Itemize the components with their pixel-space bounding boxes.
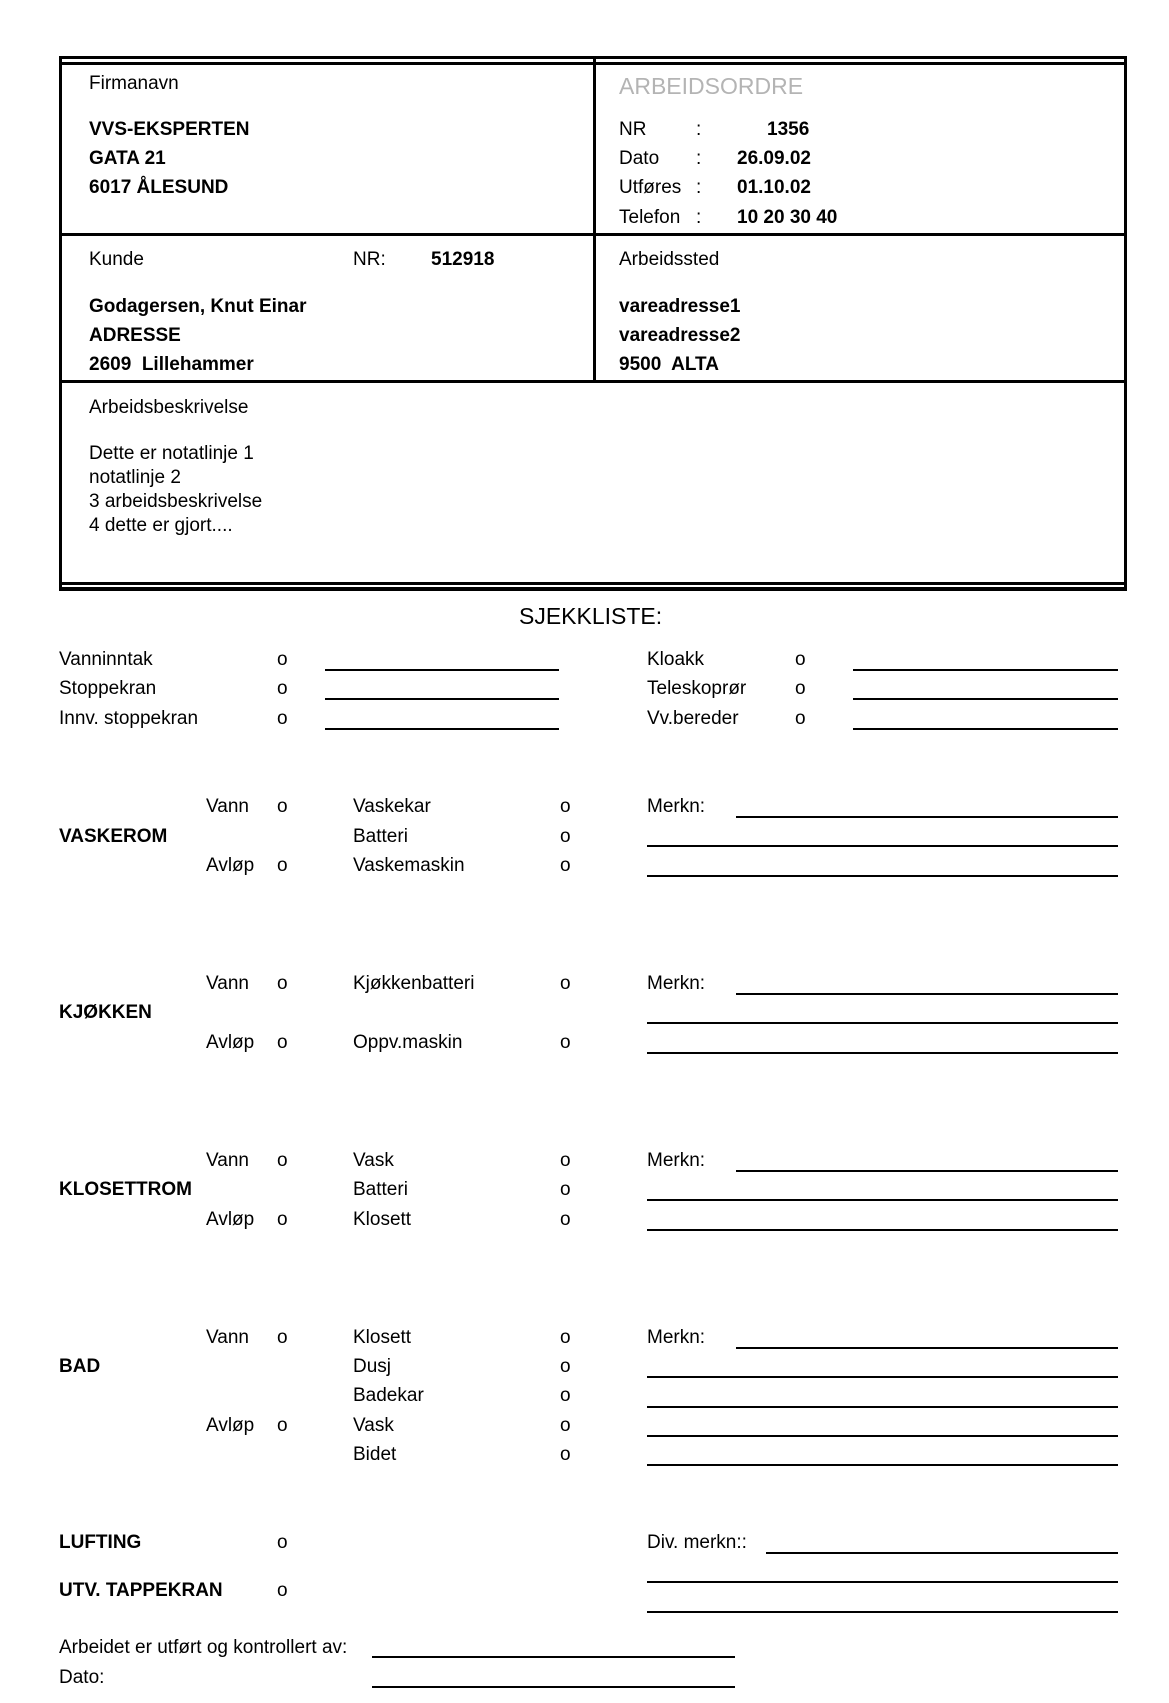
remark-line[interactable] (647, 1022, 1118, 1024)
room-name: KLOSETTROM (59, 1179, 192, 1200)
checkbox[interactable]: o (277, 855, 288, 876)
remark-line[interactable] (766, 1552, 1118, 1554)
drain-label: Avløp (206, 1032, 255, 1053)
remark-line[interactable] (647, 1464, 1118, 1466)
order-date: 26.09.02 (737, 148, 811, 169)
checkbox[interactable]: o (277, 1580, 288, 1601)
item-label: Kjøkkenbatteri (353, 973, 475, 994)
room-name: KJØKKEN (59, 1002, 152, 1023)
note-line[interactable] (853, 698, 1118, 700)
remark-label: Merkn: (647, 1327, 706, 1348)
bottom-border-inner (59, 582, 1127, 585)
drain-label: Avløp (206, 1415, 255, 1436)
water-label: Vann (206, 973, 249, 994)
checkbox[interactable]: o (277, 796, 288, 817)
note-line[interactable] (853, 669, 1118, 671)
remark-label: Merkn: (647, 973, 706, 994)
item-label: Oppv.maskin (353, 1032, 463, 1053)
phone-number: 10 20 30 40 (737, 207, 838, 228)
item-label: Badekar (353, 1385, 424, 1406)
customer-address: ADRESSE (89, 325, 181, 346)
worksite-city: 9500 ALTA (619, 354, 719, 375)
order-number: 1356 (767, 119, 810, 140)
room-name: BAD (59, 1356, 101, 1377)
drain-label: Avløp (206, 1209, 255, 1230)
signed-by-label: Arbeidet er utført og kontrollert av: (59, 1637, 348, 1658)
description-line: 4 dette er gjort.... (89, 515, 233, 536)
customer-label: Kunde (89, 249, 144, 270)
checkbox[interactable]: o (560, 1150, 571, 1171)
checkbox[interactable]: o (277, 649, 288, 670)
check-label-vv-bereder: Vv.bereder (647, 708, 739, 729)
item-label: Batteri (353, 826, 408, 847)
remark-line[interactable] (647, 1611, 1118, 1613)
remark-label: Merkn: (647, 1150, 706, 1171)
row-divider-1 (59, 233, 1127, 236)
remark-line[interactable] (647, 1229, 1118, 1231)
row-divider-2 (59, 380, 1127, 383)
checkbox[interactable]: o (795, 649, 806, 670)
checkbox[interactable]: o (277, 1532, 288, 1553)
lufting-label: LUFTING (59, 1532, 142, 1553)
field-sep-telefon: : (696, 207, 702, 228)
field-label-dato: Dato (619, 148, 660, 169)
water-label: Vann (206, 1150, 249, 1171)
checkbox[interactable]: o (560, 1179, 571, 1200)
remark-line[interactable] (647, 1376, 1118, 1378)
checkbox[interactable]: o (277, 708, 288, 729)
tappekran-label: UTV. TAPPEKRAN (59, 1580, 223, 1601)
date-line[interactable] (372, 1686, 735, 1688)
check-label-innv-stoppekran: Innv. stoppekran (59, 708, 199, 729)
customer-city: 2609 Lillehammer (89, 354, 254, 375)
water-label: Vann (206, 796, 249, 817)
checkbox[interactable]: o (795, 708, 806, 729)
check-label-stoppekran: Stoppekran (59, 678, 157, 699)
checkbox[interactable]: o (560, 1415, 571, 1436)
checkbox[interactable]: o (277, 1150, 288, 1171)
note-line[interactable] (853, 728, 1118, 730)
right-border (1124, 56, 1127, 590)
date-label: Dato: (59, 1667, 105, 1688)
signature-line[interactable] (372, 1656, 735, 1658)
field-label-telefon: Telefon (619, 207, 681, 228)
note-line[interactable] (325, 728, 559, 730)
checkbox[interactable]: o (560, 1385, 571, 1406)
customer-number: 512918 (431, 249, 495, 270)
checkbox[interactable]: o (560, 1209, 571, 1230)
remark-line[interactable] (647, 875, 1118, 877)
customer-nr-label: NR: (353, 249, 386, 270)
company-street: GATA 21 (89, 148, 166, 169)
remark-line[interactable] (736, 816, 1118, 818)
remark-line[interactable] (736, 1170, 1118, 1172)
check-label-kloakk: Kloakk (647, 649, 705, 670)
checkbox[interactable]: o (560, 1444, 571, 1465)
item-label: Bidet (353, 1444, 397, 1465)
checkbox[interactable]: o (560, 1356, 571, 1377)
item-label: Vaskemaskin (353, 855, 465, 876)
description-line: Dette er notatlinje 1 (89, 443, 254, 464)
remark-line[interactable] (736, 1347, 1118, 1349)
remark-line[interactable] (647, 1406, 1118, 1408)
worksite-label: Arbeidssted (619, 249, 720, 270)
note-line[interactable] (325, 669, 559, 671)
checklist-title: SJEKKLISTE: (519, 603, 663, 629)
remark-line[interactable] (647, 1199, 1118, 1201)
document-title: ARBEIDSORDRE (619, 73, 804, 99)
description-line: notatlinje 2 (89, 467, 181, 488)
customer-name: Godagersen, Knut Einar (89, 296, 307, 317)
check-label-vanninntak: Vanninntak (59, 649, 153, 670)
div-remark-label: Div. merkn:: (647, 1532, 747, 1553)
checkbox[interactable]: o (560, 1032, 571, 1053)
worksite-line-1: vareadresse1 (619, 296, 741, 317)
description-line: 3 arbeidsbeskrivelse (89, 491, 263, 512)
check-label-teleskoprør: Teleskoprør (647, 678, 747, 699)
field-sep-dato: : (696, 148, 702, 169)
item-label: Vask (353, 1150, 394, 1171)
item-label: Vaskekar (353, 796, 431, 817)
checkbox[interactable]: o (277, 1327, 288, 1348)
remark-line[interactable] (736, 993, 1118, 995)
column-divider (593, 56, 596, 382)
checkbox[interactable]: o (277, 1415, 288, 1436)
checkbox[interactable]: o (795, 678, 806, 699)
worksite-line-2: vareadresse2 (619, 325, 741, 346)
checkbox[interactable]: o (277, 973, 288, 994)
remark-line[interactable] (647, 1435, 1118, 1437)
checkbox[interactable]: o (277, 1032, 288, 1053)
checkbox[interactable]: o (277, 1209, 288, 1230)
field-label-utfores: Utføres (619, 177, 682, 198)
water-label: Vann (206, 1327, 249, 1348)
checkbox[interactable]: o (560, 826, 571, 847)
field-sep-utfores: : (696, 177, 702, 198)
drain-label: Avløp (206, 855, 255, 876)
company-label: Firmanavn (89, 73, 179, 94)
remark-label: Merkn: (647, 796, 706, 817)
remark-line[interactable] (647, 1052, 1118, 1054)
item-label: Vask (353, 1415, 394, 1436)
field-sep-nr: : (696, 119, 702, 140)
note-line[interactable] (325, 698, 559, 700)
execution-date: 01.10.02 (737, 177, 811, 198)
item-label: Klosett (353, 1209, 412, 1230)
company-name: VVS-EKSPERTEN (89, 119, 250, 140)
item-label: Klosett (353, 1327, 412, 1348)
remark-line[interactable] (647, 845, 1118, 847)
checkbox[interactable]: o (277, 678, 288, 699)
description-label: Arbeidsbeskrivelse (89, 397, 249, 418)
bottom-border-outer (59, 587, 1127, 591)
item-label: Batteri (353, 1179, 408, 1200)
left-border (59, 56, 62, 590)
company-city: 6017 ÅLESUND (89, 177, 229, 198)
remark-line[interactable] (647, 1581, 1118, 1583)
item-label: Dusj (353, 1356, 392, 1377)
checkbox[interactable]: o (560, 796, 571, 817)
checkbox[interactable]: o (560, 1327, 571, 1348)
checkbox[interactable]: o (560, 855, 571, 876)
field-label-nr: NR (619, 119, 647, 140)
checkbox[interactable]: o (560, 973, 571, 994)
room-name: VASKEROM (59, 826, 168, 847)
